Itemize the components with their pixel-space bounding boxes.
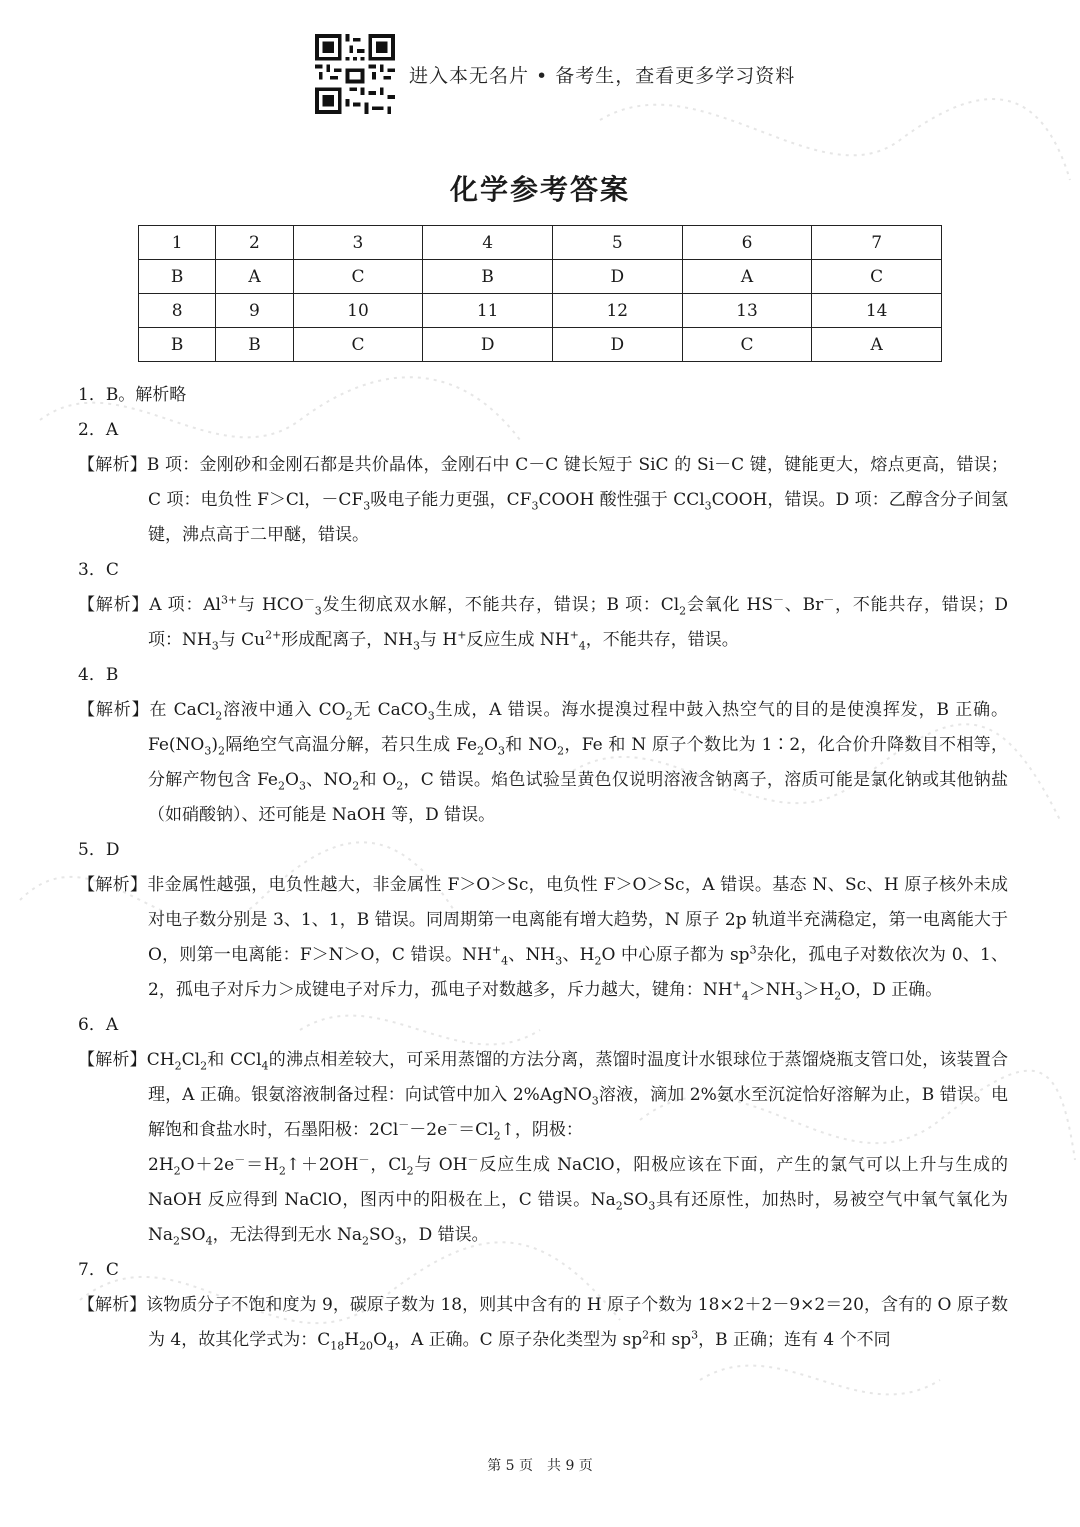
text: Cl — [181, 1050, 201, 1070]
sub: 2 — [834, 989, 842, 1003]
qr-code-icon[interactable] — [315, 34, 395, 114]
sub: 2 — [218, 744, 226, 758]
text: SO — [622, 1190, 649, 1210]
table-cell: 13 — [682, 294, 812, 328]
text: 溶液，滴加 2%氨水至沉淀恰好溶解为止，B 错误。电解饱和食盐水时，石墨阳极：2Cl — [148, 1085, 1008, 1140]
text: 生成，A 错误。海水提溴过程中鼓入热空气的目的是使溴挥发，B 正确。Fe(NO — [148, 700, 1009, 755]
table-cell: C — [682, 328, 812, 362]
text: 、NH — [508, 945, 556, 965]
sub: 3 — [648, 1199, 656, 1213]
table-cell: 5 — [552, 226, 682, 260]
text: 发生彻底双水解，不能共存，错误；B 项：Cl — [321, 595, 680, 615]
text: B 项：金刚砂和金刚石都是共价晶体，金刚石中 C－C 键长短于 SiC 的 Si－C 键，键能更大，熔点更高，错误；C 项：电负性 F＞Cl，－CF — [146, 455, 1009, 510]
sub: 4 — [261, 1059, 269, 1073]
text: SO — [180, 1225, 206, 1245]
text: H — [344, 1330, 360, 1350]
text: 与 OH — [413, 1155, 468, 1175]
text: 和 NO — [504, 735, 558, 755]
sup: 3 — [691, 1328, 699, 1342]
sup: － — [447, 1118, 459, 1132]
text: O＋2e — [180, 1155, 235, 1175]
solutions — [78, 378, 1008, 1358]
q4-answer: 4．B — [78, 665, 119, 685]
text: 具有还原性，加热时，易被空气中氧气氧化为 Na — [148, 1190, 1008, 1245]
table-cell: B — [139, 260, 216, 294]
sub: 4 — [578, 639, 586, 653]
sup: 2 — [642, 1328, 650, 1342]
text: 隔绝空气高温分解，若只生成 Fe — [225, 735, 478, 755]
table-cell: C — [293, 328, 423, 362]
sup: － — [234, 1153, 246, 1167]
explanation-tag: 【解析】 — [78, 1050, 147, 1070]
q2-explanation — [78, 448, 1008, 553]
text: 的沸点相差较大，可采用蒸馏的方法分离，蒸馏时温度计水银球位于蒸馏烧瓶支管口处，该装置合理，A 正确。银氨溶液制备过程：向试管中加入 2%AgNO — [148, 1050, 1009, 1105]
sup: + — [491, 943, 502, 957]
text: A 项：Al — [149, 595, 221, 615]
sub: 2 — [493, 1129, 501, 1143]
text: ＝Cl — [458, 1120, 494, 1140]
text: 、H — [562, 945, 595, 965]
table-cell: D — [552, 328, 682, 362]
table-cell: B — [139, 328, 216, 362]
sup: － — [303, 593, 315, 607]
q6-explanation — [78, 1043, 1008, 1253]
explanation-tag: 【解析】 — [78, 455, 147, 475]
text: ，不能共存，错误；D 项：NH — [148, 595, 1009, 650]
sub: 2 — [345, 709, 353, 723]
sup: － — [823, 593, 835, 607]
table-cell: 10 — [293, 294, 423, 328]
explanation-tag: 【解析】 — [78, 1295, 147, 1315]
sub: 2 — [615, 1199, 623, 1213]
q3-explanation — [78, 588, 1008, 658]
text: 无 CaCO — [352, 700, 428, 720]
sub: 3 — [211, 639, 219, 653]
sub: 18 — [330, 1339, 345, 1353]
table-row — [139, 226, 942, 260]
text: O — [484, 735, 498, 755]
text: O，D 正确。 — [841, 980, 943, 1000]
sub: 3 — [427, 709, 435, 723]
q4-explanation — [78, 693, 1008, 833]
header — [315, 32, 795, 116]
text: 该物质分子不饱和度为 9，碳原子数为 18，则其中含有的 H 原子个数为 18×2＋2－9×2＝20，含有的 O 原子数为 4，故其化学式为：C — [146, 1295, 1008, 1350]
text: 会氧化 HS — [686, 595, 774, 615]
sub: 2 — [174, 1059, 182, 1073]
text: O — [373, 1330, 387, 1350]
table-row — [139, 294, 942, 328]
sup: + — [457, 628, 467, 642]
text: －2e — [409, 1120, 448, 1140]
sub: 3 — [591, 1094, 599, 1108]
text: 非金属性越强，电负性越大，非金属性 F＞O＞Sc，电负性 F＞O＞Sc，A 错误。基态 N、Sc、H 原子核外未成对电子数分别是 3、1、1，B 错误。同周期第一电离能有增大趋势，N 原子 2p 轨道半充满稳定，第一电离能大于 O，则第一电离能：F＞N＞O，C 错误。NH — [147, 875, 1008, 965]
text: 反应生成 NaClO，阳极应该在下面，产生的氯气可以上升与生成的 NaOH 反应得到 NaClO，图丙中的阳极在上，C 错误。Na — [148, 1155, 1009, 1210]
sup: + — [569, 628, 579, 642]
table-cell: D — [423, 328, 553, 362]
text: ＞H — [802, 980, 835, 1000]
q7-explanation — [78, 1288, 1008, 1358]
sub: 2 — [278, 779, 285, 793]
sub: 2 — [362, 1234, 370, 1248]
sup: + — [732, 978, 742, 992]
sub: 2 — [679, 604, 687, 618]
sub: 2 — [594, 954, 602, 968]
text: ↑＋2OH — [285, 1155, 359, 1175]
text: O 中心原子都为 sp — [601, 945, 750, 965]
sup: － — [773, 593, 785, 607]
text: 在 CaCl — [149, 700, 216, 720]
text: CH — [146, 1050, 175, 1070]
text: 与 HCO — [237, 595, 304, 615]
sup: 2+ — [265, 628, 282, 642]
explanation-tag: 【解析】 — [78, 700, 150, 720]
text: ↑，阴极： — [500, 1120, 583, 1140]
sub: 3 — [531, 499, 539, 513]
q2-answer: 2．A — [78, 420, 119, 440]
text: ，D 错误。 — [401, 1225, 489, 1245]
sub: 2 — [557, 744, 565, 758]
table-cell: A — [812, 328, 942, 362]
table-cell: 3 — [293, 226, 423, 260]
sub: 3 — [314, 604, 322, 618]
table-cell: 1 — [139, 226, 216, 260]
sub: 4 — [501, 954, 509, 968]
sub: 3 — [704, 499, 712, 513]
sub: 3 — [555, 954, 563, 968]
text: ，B 正确；连有 4 个不同 — [698, 1330, 891, 1350]
sub: 3 — [413, 639, 420, 653]
table-cell: D — [552, 260, 682, 294]
text: 形成配离子，NH — [281, 630, 413, 650]
sub: 2 — [173, 1164, 181, 1178]
text: 与 H — [420, 630, 458, 650]
text: SO — [369, 1225, 395, 1245]
table-cell: 9 — [216, 294, 293, 328]
table-cell: 8 — [139, 294, 216, 328]
text: O — [285, 770, 299, 790]
text: ，Fe 和 N 原子个数比为 1∶2，化合价升降数目不相等，分解产物包含 Fe — [148, 735, 1008, 790]
table-cell: 2 — [216, 226, 293, 260]
table-row — [139, 328, 942, 362]
sup: － — [398, 1118, 410, 1132]
text: 和 sp — [649, 1330, 692, 1350]
table-cell: 11 — [423, 294, 553, 328]
sub: 3 — [497, 744, 505, 758]
explanation-tag: 【解析】 — [78, 595, 150, 615]
sub: 3 — [795, 989, 803, 1003]
table-cell: 12 — [552, 294, 682, 328]
sub: 3 — [298, 779, 306, 793]
text: ＞NH — [748, 980, 796, 1000]
sub: 2 — [173, 1234, 181, 1248]
text: ，A 正确。C 原子杂化类型为 sp — [394, 1330, 643, 1350]
text: 溶液中通入 CO — [222, 700, 346, 720]
text: ＝H — [245, 1155, 279, 1175]
q7-answer: 7．C — [78, 1260, 119, 1280]
page-number: 第 5 页 共 9 页 — [487, 1458, 593, 1474]
text: 与 Cu — [218, 630, 266, 650]
text: ，C 错误。焰色试验呈黄色仅说明溶液含钠离子，溶质可能是氯化钠或其他钠盐（如硝酸钠）、还可能是 NaOH 等，D 错误。 — [148, 770, 1009, 825]
sub: 3 — [363, 499, 371, 513]
sub: 2 — [352, 779, 360, 793]
text: COOH 酸性强于 CCl — [538, 490, 705, 510]
q6-answer: 6．A — [78, 1015, 119, 1035]
table-cell: B — [216, 328, 293, 362]
sub: 3 — [394, 1234, 402, 1248]
sub: 2 — [215, 709, 223, 723]
sub: 2 — [477, 744, 485, 758]
table-cell: 4 — [423, 226, 553, 260]
table-cell: 14 — [812, 294, 942, 328]
text: ，不能共存，错误。 — [585, 630, 739, 650]
text: COOH，错误。D 项：乙醇含分子间氢键，沸点高于二甲醚，错误。 — [148, 490, 1009, 545]
text: 和 O — [359, 770, 397, 790]
text: 吸电子能力更强，CF — [370, 490, 532, 510]
answer-table — [138, 225, 942, 362]
sup: 3+ — [220, 593, 238, 607]
table-cell: C — [812, 260, 942, 294]
q3-answer: 3．C — [78, 560, 119, 580]
sup: － — [358, 1153, 370, 1167]
table-cell: C — [293, 260, 423, 294]
text: ) — [211, 735, 219, 755]
sub: 4 — [741, 989, 749, 1003]
explanation-tag: 【解析】 — [78, 875, 148, 895]
table-cell: A — [682, 260, 812, 294]
sub: 4 — [387, 1339, 394, 1353]
table-cell: 6 — [682, 226, 812, 260]
text: 2H — [148, 1155, 174, 1175]
text: 、Br — [784, 595, 824, 615]
sub: 3 — [204, 744, 212, 758]
text: ，无法得到无水 Na — [212, 1225, 363, 1245]
sub: 2 — [200, 1059, 208, 1073]
page-title: 化学参考答案 — [449, 173, 630, 206]
sub: 2 — [406, 1164, 414, 1178]
table-cell: 7 — [812, 226, 942, 260]
text: ，Cl — [369, 1155, 407, 1175]
text: 杂化，孤电子对数依次为 0、1、2，孤电子对斥力＞成键电子对斥力，孤电子对数越多，斥力越大，键角：NH — [148, 945, 1009, 1000]
q1-answer: 1．B。解析略 — [78, 385, 187, 405]
text: 、NO — [305, 770, 353, 790]
sup: 3 — [749, 943, 757, 957]
sup: － — [467, 1153, 479, 1167]
sub: 4 — [205, 1234, 213, 1248]
sub: 2 — [396, 779, 404, 793]
sub: 2 — [278, 1164, 286, 1178]
text: 和 CCl — [207, 1050, 262, 1070]
table-cell: B — [423, 260, 553, 294]
promo-text: 进入本无名片 • 备考生，查看更多学习资料 — [409, 64, 796, 87]
table-row — [139, 260, 942, 294]
q5-explanation — [78, 868, 1008, 1008]
table-cell: A — [216, 260, 293, 294]
text: 反应生成 NH — [466, 630, 570, 650]
sub: 20 — [359, 1339, 374, 1353]
q5-answer: 5．D — [78, 840, 120, 860]
